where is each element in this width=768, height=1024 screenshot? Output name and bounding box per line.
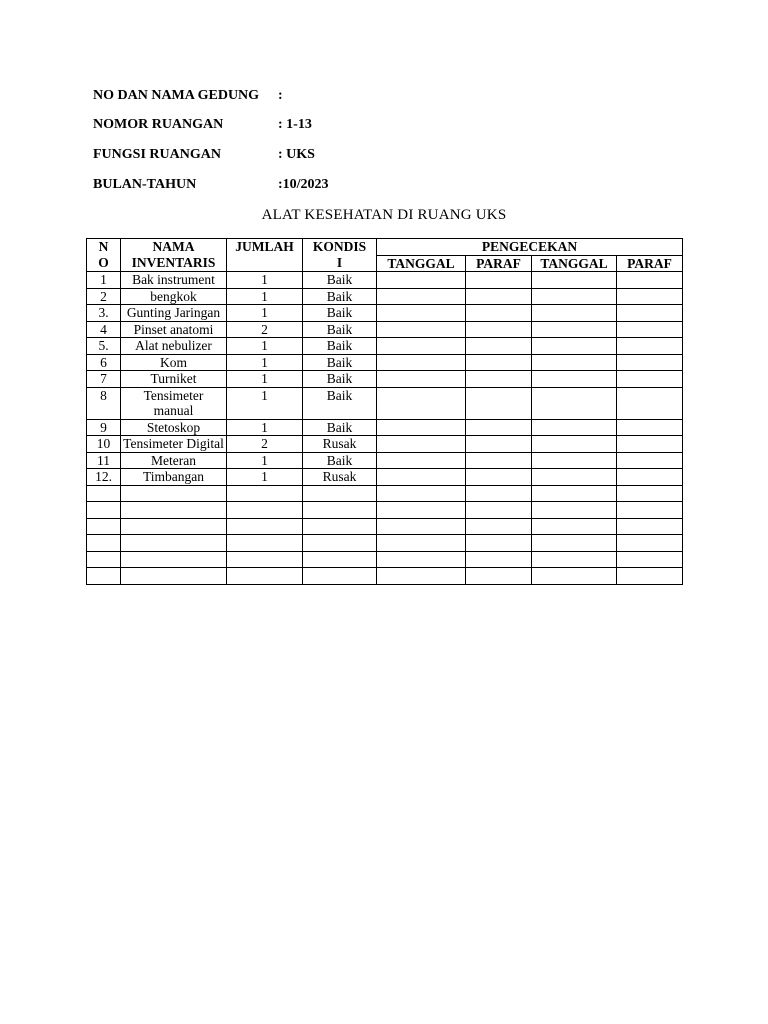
month-year-label: BULAN-TAHUN [93,177,197,192]
table-row: 1 Bak instrument 1 Baik [87,272,683,289]
table-row: 9 Stetoskop 1 Baik [87,419,683,436]
table-row: 7 Turniket 1 Baik [87,371,683,388]
empty-row [87,485,683,502]
table-row: 2 bengkok 1 Baik [87,288,683,305]
table-row: 4 Pinset anatomi 2 Baik [87,321,683,338]
empty-row [87,551,683,568]
col-no-header: N O [87,239,121,272]
empty-row [87,535,683,552]
table-row: 8 Tensimeter manual 1 Baik [87,387,683,419]
room-number-field [93,117,312,133]
table-row: 10 Tensimeter Digital 2 Rusak [87,436,683,453]
table-header [87,239,683,272]
building-label: NO DAN NAMA GEDUNG [93,88,260,103]
col-qty-header: JUMLAH [227,239,303,272]
empty-row [87,502,683,519]
col-check-header: PENGECEKAN [377,239,683,256]
col-date2-header: TANGGAL [532,255,617,272]
table-row: 11 Meteran 1 Baik [87,452,683,469]
room-function-label: FUNGSI RUANGAN [93,147,221,162]
building-value: : [278,88,283,103]
empty-row [87,568,683,585]
document-title: ALAT KESEHATAN DI RUANG UKS [261,207,507,223]
col-name-header: NAMA INVENTARIS [121,239,227,272]
table-row: 5. Alat nebulizer 1 Baik [87,338,683,355]
empty-row [87,518,683,535]
month-year-field [93,177,329,193]
building-field [93,88,283,104]
col-sign1-header: PARAF [466,255,532,272]
col-condition-header: KONDIS I [303,239,377,272]
inventory-table [86,238,683,585]
table-row: 6 Kom 1 Baik [87,354,683,371]
col-sign2-header: PARAF [617,255,683,272]
table-body [87,272,683,585]
room-function-value: : UKS [278,147,315,162]
table-row: 12. Timbangan 1 Rusak [87,469,683,486]
col-date1-header: TANGGAL [377,255,466,272]
room-function-field [93,147,315,163]
table-row: 3. Gunting Jaringan 1 Baik [87,305,683,322]
month-year-value: :10/2023 [278,177,329,192]
room-number-value: : 1-13 [278,117,312,132]
room-number-label: NOMOR RUANGAN [93,117,224,132]
